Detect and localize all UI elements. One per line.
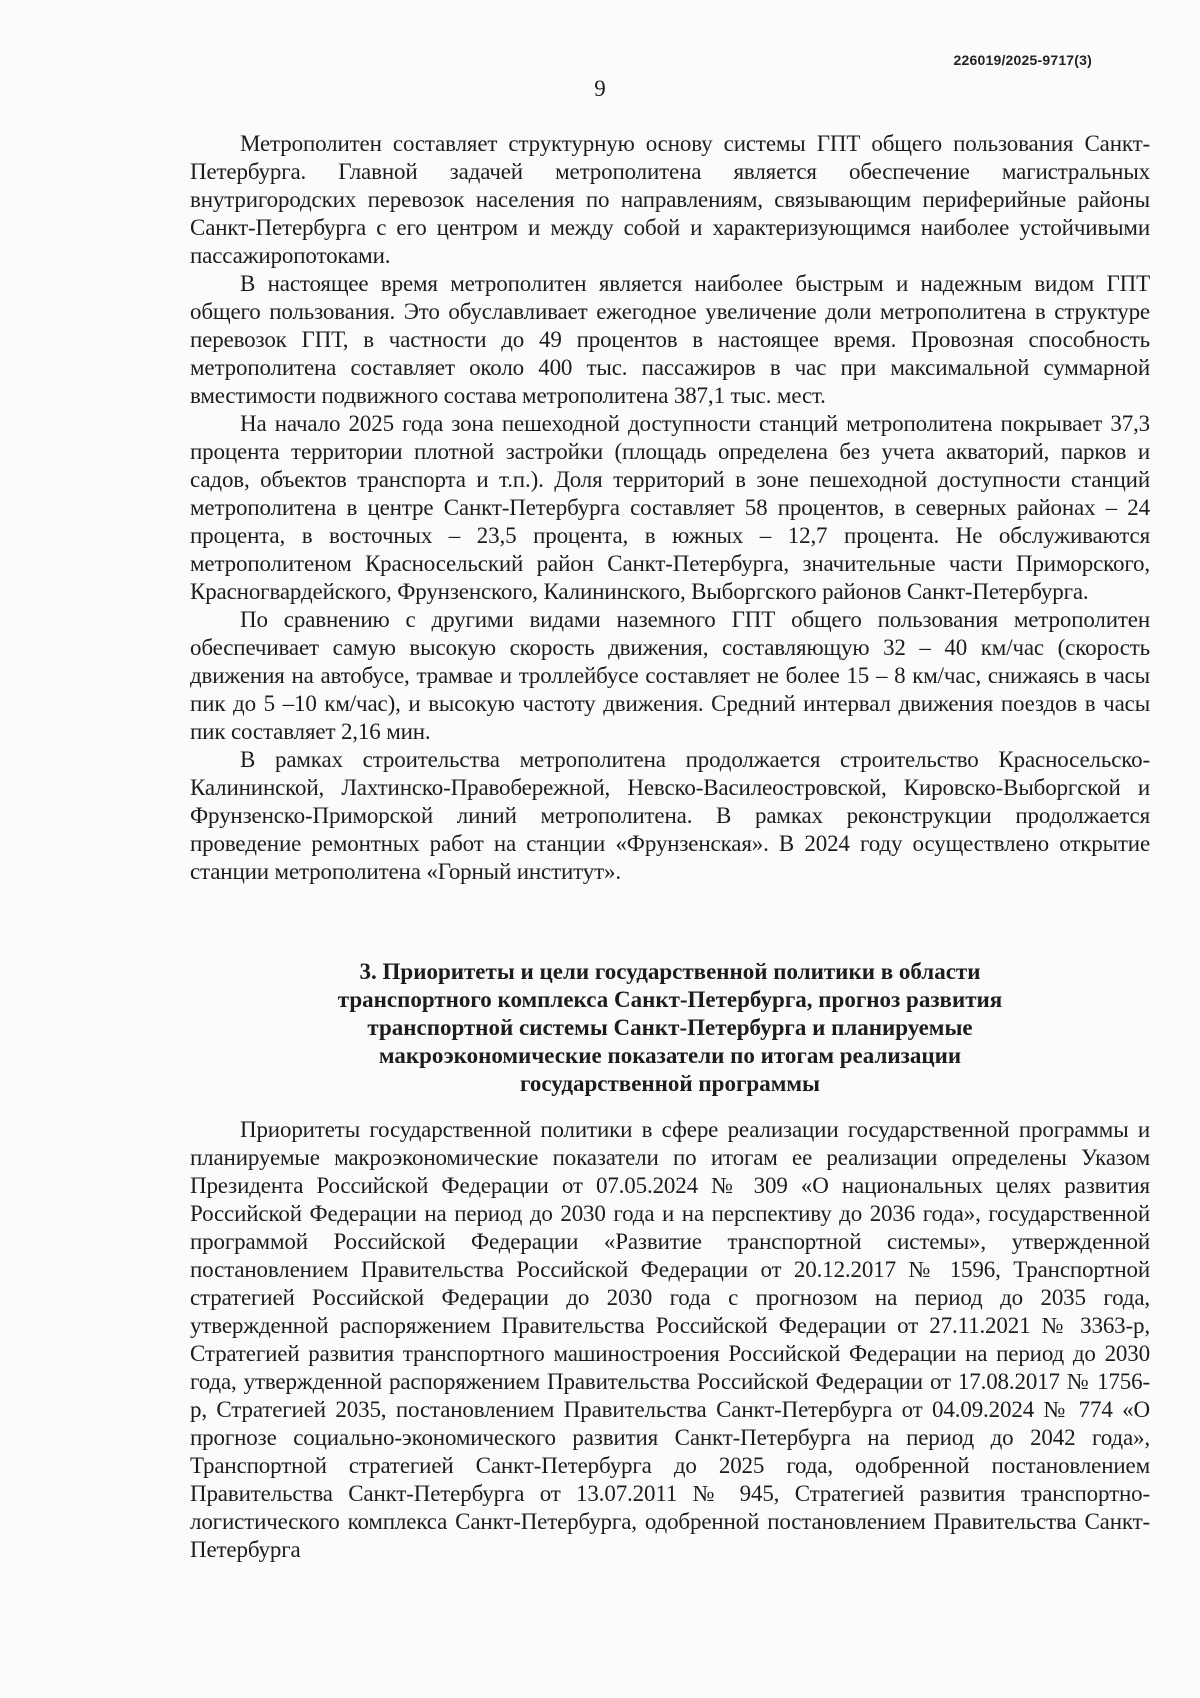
section-body	[190, 1116, 1150, 1564]
page-number: 9	[594, 76, 606, 101]
paragraph-construction: В рамках строительства метрополитена продолжается строительство Красносельско-Калининской, Лахтинско-Правобережной, Невско-Василеостровской, Кировско-Выборгской и Фрунзенско-Приморской линий метрополитена. В рамках реконструкции продолжается проведение ремонтных работ на станции «Фрунзенская». В 2024 году осуществлено открытие станции метрополитена «Горный институт».	[190, 747, 1150, 884]
paragraph-priorities: Приоритеты государственной политики в сфере реализации государственной программы и планируемые макроэкономические показатели по итогам ее реализации определены Указом Президента Российской Федерации от 07.05.2024 № 309 «О национальных целях развития Российской Федерации на период до 2030 года и на перспективу до 2036 года», государственной программой Российской Федерации «Развитие транспортной системы», утвержденной постановлением Правительства Российской Федерации от 20.12.2017 № 1596, Транспортной стратегией Российской Федерации до 2030 года с прогнозом на период до 2035 года, утвержденной распоряжением Правительства Российской Федерации от 27.11.2021 № 3363-р, Стратегией развития транспортного машиностроения Российской Федерации на период до 2030 года, утвержденной распоряжением Правительства Российской Федерации от 17.08.2017 № 1756-р, Стратегией 2035, постановлением Правительства Санкт-Петербурга от 04.09.2024 № 774 «О прогнозе социально-экономического развития Санкт-Петербурга на период до 2042 года», Транспортной стратегией Санкт-Петербурга до 2025 года, одобренной постановлением Правительства Санкт-Петербурга от 13.07.2011 № 945, Стратегией развития транспортно-логистического комплекса Санкт-Петербурга, одобренной постановлением Правительства Санкт-Петербурга	[190, 1117, 1150, 1562]
paragraph-speed-comparison: По сравнению с другими видами наземного ГПТ общего пользования метрополитен обеспечивает самую высокую скорость движения, составляющую 32 – 40 км/час (скорость движения на автобусе, трамвае и троллейбусе составляет не более 15 – 8 км/час, снижаясь в часы пик до 5 –10 км/час), и высокую частоту движения. Средний интервал движения поездов в часы пик составляет 2,16 мин.	[190, 607, 1150, 744]
body-text	[190, 130, 1150, 886]
paragraph-metro-basis: Метрополитен составляет структурную основу системы ГПТ общего пользования Санкт-Петербурга. Главной задачей метрополитена является обеспечение магистральных внутригородских перевозок населения по направлениям, связывающим периферийные районы Санкт-Петербурга с его центром и между собой и характеризующимся наиболее устойчивыми пассажиропотоками.	[190, 131, 1150, 268]
document-id: 226019/2025-9717(3)	[953, 52, 1092, 68]
paragraph-metro-speed-share: В настоящее время метрополитен является наиболее быстрым и надежным видом ГПТ общего пользования. Это обуславливает ежегодное увеличение доли метрополитена в структуре перевозок ГПТ, в частности до 49 процентов в настоящее время. Провозная способность метрополитена составляет около 400 тыс. пассажиров в час при максимальной суммарной вместимости подвижного состава метрополитена 387,1 тыс. мест.	[190, 271, 1150, 408]
paragraph-walking-access: На начало 2025 года зона пешеходной доступности станций метрополитена покрывает 37,3 процента территории плотной застройки (площадь определена без учета акваторий, парков и садов, объектов транспорта и т.п.). Доля территорий в зоне пешеходной доступности станций метрополитена в центре Санкт-Петербурга составляет 58 процентов, в северных районах – 24 процента, в восточных – 23,5 процента, в южных – 12,7 процента. Не обслуживаются метрополитеном Красносельский район Санкт-Петербурга, значительные части Приморского, Красногвардейского, Фрунзенского, Калининского, Выборгского районов Санкт-Петербурга.	[190, 411, 1150, 604]
section-heading: 3. Приоритеты и цели государственной политики в области транспортного комплекса Санкт-Петербурга, прогноз развития транспортной системы Санкт-Петербурга и планируемые макроэкономические показатели по итогам реализации государственной программы	[337, 959, 1003, 1096]
